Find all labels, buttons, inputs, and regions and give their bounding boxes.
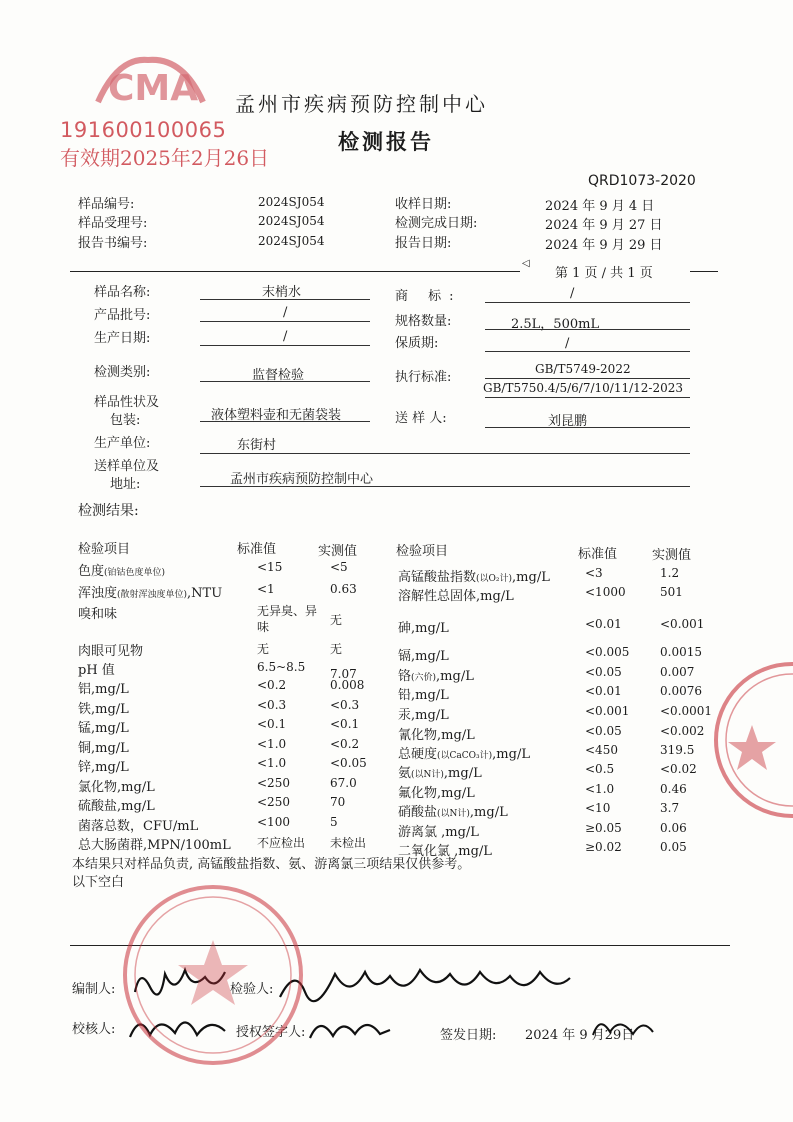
prod-date-value: /: [283, 329, 288, 344]
item-name: 氟化物,mg/L: [398, 786, 475, 801]
measured-value: 0.06: [660, 821, 687, 835]
standard-value: <450: [585, 743, 618, 757]
standard-value: <250: [257, 795, 290, 809]
result-item-name: [398, 821, 479, 840]
result-item-name: [78, 659, 115, 678]
item-note: (以CaCO₃计): [437, 751, 493, 761]
form-code: QRD1073-2020: [588, 173, 696, 189]
sender-value: 刘昆鹏: [548, 414, 588, 429]
signature-issue-date: [588, 1010, 658, 1046]
result-item-name: [398, 782, 475, 801]
result-item-name: [398, 684, 449, 703]
issue-date-label: 签发日期:: [440, 1028, 497, 1043]
item-note: (六价): [411, 673, 437, 683]
sender-unit-value: 孟州市疾病预防控制中心: [230, 472, 374, 487]
sender-unit-label-1: 送样单位及: [94, 459, 160, 474]
standard-value: <0.3: [257, 698, 287, 712]
result-item-name: [78, 795, 155, 814]
receive-date: 2024 年 9 月 4 日: [545, 199, 655, 214]
item-name: 硝酸盐: [398, 805, 438, 820]
measured-value: 无: [330, 642, 343, 656]
measured-value: 0.46: [660, 782, 687, 796]
result-item-name: [398, 617, 449, 636]
result-item-name: [398, 724, 475, 743]
result-item-name: [398, 645, 449, 664]
standard-value: <0.05: [585, 724, 622, 738]
standard-value: 6.5~8.5: [257, 660, 306, 674]
accept-no-label: 样品受理号:: [78, 216, 148, 231]
item-name: 铬: [398, 669, 412, 684]
inspector-label: 检验人:: [230, 982, 274, 997]
right-col-val-header: 实测值: [652, 548, 692, 563]
measured-value: <0.002: [660, 724, 705, 738]
item-name: 铁,mg/L: [78, 702, 129, 717]
report-no-label: 报告书编号:: [78, 236, 148, 251]
left-col-val-header: 实测值: [318, 544, 358, 559]
measured-value: <0.3: [330, 698, 360, 712]
item-name: 菌落总数，CFU/mL: [78, 819, 199, 834]
standard-value: <0.1: [257, 717, 287, 731]
results-blank: 以下空白: [72, 875, 125, 890]
report-date: 2024 年 9 月 29 日: [545, 238, 663, 253]
result-item-name: [398, 762, 482, 781]
right-col-std-header: 标准值: [578, 547, 618, 562]
measured-value: 0.008: [330, 678, 365, 692]
measured-value: 7.07: [330, 667, 357, 681]
measured-value: 501: [660, 585, 683, 599]
item-name: 硫酸盐,mg/L: [78, 799, 155, 814]
measured-value: 0.0015: [660, 645, 702, 659]
result-item-name: [78, 737, 129, 756]
collapse-marker: ◁: [522, 258, 530, 269]
cma-logo-icon: [78, 52, 218, 112]
measured-value: 319.5: [660, 743, 695, 757]
item-note: (铂钴色度单位): [104, 568, 166, 578]
sender-label: 送 样 人:: [395, 411, 447, 426]
item-name: 氨: [398, 766, 412, 781]
result-item-name: [78, 698, 129, 717]
sample-name-label: 样品名称:: [94, 285, 151, 300]
issue-date: 2024 年 9 月29日: [525, 1028, 635, 1043]
shelf-line: [485, 351, 690, 352]
measured-value: <0.0001: [660, 704, 713, 718]
results-title: 检测结果:: [78, 503, 139, 519]
producer-value: 东街村: [237, 438, 277, 453]
standard-line-2: [485, 397, 690, 398]
sample-no: 2024SJ054: [258, 195, 325, 209]
prod-date-line: [200, 345, 370, 346]
item-name: 镉,mg/L: [398, 649, 449, 664]
batch-line: [200, 321, 370, 322]
measured-value: 1.2: [660, 566, 680, 580]
standard-value: 不应检出: [257, 836, 306, 850]
item-name: 二氧化氯 ,mg/L: [398, 844, 492, 859]
item-name: 溶解性总固体,mg/L: [398, 589, 514, 604]
packaging-label-2: 包装:: [110, 413, 141, 428]
item-unit: ,mg/L: [436, 669, 474, 684]
signature-inspectors: [275, 962, 575, 1006]
measured-value: 5: [330, 815, 338, 829]
result-item-name: [78, 815, 198, 834]
standard-value: <15: [257, 560, 283, 574]
producer-label: 生产单位:: [94, 436, 151, 451]
item-name: 锰,mg/L: [78, 721, 129, 736]
standard-value: <1000: [585, 585, 626, 599]
standard-value: <100: [257, 815, 290, 829]
item-name: 游离氯 ,mg/L: [398, 825, 479, 840]
item-note: (以N计): [411, 770, 444, 780]
standard-value: <3: [585, 566, 603, 580]
cma-validity: 有效期2025年2月26日: [60, 146, 270, 170]
page-title: 检测报告: [338, 130, 434, 154]
standard-value: <1.0: [585, 782, 615, 796]
standard-value: <0.01: [585, 617, 622, 631]
reviewer-label: 校核人:: [72, 1022, 116, 1037]
cma-number: 191600100065: [60, 118, 227, 142]
item-name: 氰化物,mg/L: [398, 728, 475, 743]
sender-unit-label-2: 地址:: [110, 477, 141, 492]
sample-no-label: 样品编号:: [78, 197, 135, 212]
item-name: 铜,mg/L: [78, 741, 129, 756]
brand-label: 商 标:: [395, 289, 462, 304]
official-seal-bottom: [118, 880, 308, 1070]
receive-date-label: 收样日期:: [395, 197, 452, 212]
accept-no: 2024SJ054: [258, 214, 325, 228]
measured-value: <0.02: [660, 762, 697, 776]
divider-top-right: [690, 271, 718, 272]
result-item-name: [398, 801, 508, 820]
item-unit: ,mg/L: [492, 747, 530, 762]
standard-value: <1.0: [257, 737, 287, 751]
result-item-name: [78, 603, 117, 622]
measured-value: 0.0076: [660, 684, 702, 698]
measured-value: <0.001: [660, 617, 705, 631]
cma-logo: [78, 52, 218, 112]
report-date-label: 报告日期:: [395, 236, 452, 251]
measured-value: 67.0: [330, 776, 357, 790]
brand-value: /: [570, 286, 575, 301]
item-name: 总大肠菌群,MPN/100mL: [78, 838, 231, 853]
page-indicator: 第 1 页 / 共 1 页: [555, 266, 653, 281]
spec-label: 规格数量:: [395, 314, 452, 329]
item-unit: ,mg/L: [512, 570, 550, 585]
measured-value: 0.05: [660, 840, 687, 854]
item-name: 浑浊度: [78, 586, 118, 601]
spec-line: [485, 329, 690, 330]
standard-label: 执行标准:: [395, 370, 452, 385]
complete-date: 2024 年 9 月 27 日: [545, 218, 663, 233]
batch-value: /: [283, 305, 288, 320]
result-item-name: [78, 717, 129, 736]
standard-value: <0.2: [257, 678, 287, 692]
item-unit: ,mg/L: [469, 805, 508, 820]
measured-value: 0.63: [330, 582, 357, 596]
item-note: (以N计): [437, 809, 470, 819]
result-item-name: [78, 834, 231, 853]
results-remark: 本结果只对样品负责, 高锰酸盐指数、氨、游离氯三项结果仅供参考。: [72, 857, 471, 872]
standard-value: ≥0.05: [585, 821, 622, 835]
standard-value: <0.5: [585, 762, 615, 776]
result-item-name: [78, 640, 143, 659]
divider-top: [70, 271, 520, 272]
item-name: 色度: [78, 564, 105, 579]
item-name: 嗅和味: [78, 607, 118, 622]
item-name: 铅,mg/L: [398, 688, 449, 703]
standard-value: ≥0.02: [585, 840, 622, 854]
shelf-label: 保质期:: [395, 336, 439, 351]
prod-date-label: 生产日期:: [94, 331, 151, 346]
left-col-std-header: 标准值: [237, 542, 277, 557]
standard-value: <10: [585, 801, 611, 815]
result-item-name: [78, 582, 222, 601]
batch-label: 产品批号:: [94, 308, 151, 323]
category-line: [200, 381, 370, 382]
right-col-item-header: 检验项目: [396, 544, 449, 559]
result-item-name: [398, 665, 474, 684]
item-name: 汞,mg/L: [398, 708, 449, 723]
sender-unit-line: [200, 486, 690, 487]
result-item-name: [398, 585, 514, 604]
standard-line-1: [485, 378, 690, 379]
standard-value: <250: [257, 776, 290, 790]
item-name: 高锰酸盐指数: [398, 570, 477, 585]
standard-value: <1.0: [257, 756, 287, 770]
organization-name: 孟州市疾病预防控制中心: [235, 92, 488, 116]
official-seal-right: [712, 660, 793, 820]
item-name: 氯化物,mg/L: [78, 780, 155, 795]
measured-value: 3.7: [660, 801, 680, 815]
standard-value-1: GB/T5749-2022: [535, 362, 631, 376]
measured-value: <5: [330, 560, 348, 574]
item-unit: ,NTU: [187, 586, 223, 601]
result-item-name: [78, 560, 165, 579]
svg-text:CMA: CMA: [108, 68, 199, 109]
spec-value: 2.5L，500mL: [511, 317, 600, 332]
measured-value: <0.2: [330, 737, 360, 751]
measured-value: 0.007: [660, 665, 695, 679]
measured-value: 未检出: [330, 836, 367, 850]
item-name: 总硬度: [398, 747, 438, 762]
category-label: 检测类别:: [94, 365, 151, 380]
standard-value: <0.01: [585, 684, 622, 698]
signature-authorizer: [305, 1010, 395, 1046]
packaging-label-1: 样品性状及: [94, 395, 160, 410]
report-no: 2024SJ054: [258, 234, 325, 248]
measured-value: <0.05: [330, 756, 367, 770]
result-item-name: [398, 566, 550, 585]
authorizer-label: 授权签字人:: [236, 1025, 306, 1040]
packaging-line: [200, 421, 370, 422]
standard-value: <0.005: [585, 645, 630, 659]
measured-value: 无: [330, 613, 343, 627]
brand-line: [485, 302, 690, 303]
item-name: 锌,mg/L: [78, 760, 129, 775]
measured-value: <0.1: [330, 717, 360, 731]
result-item-name: [398, 743, 530, 762]
standard-value: 无异臭、异味: [257, 604, 318, 634]
result-item-name: [78, 756, 129, 775]
sender-line: [485, 427, 690, 428]
left-col-item-header: 检验项目: [78, 542, 131, 557]
item-note: (以O₂计): [476, 574, 513, 584]
standard-value: <0.001: [585, 704, 630, 718]
result-item-name: [78, 678, 129, 697]
producer-line: [200, 453, 690, 454]
category-value: 监督检验: [252, 368, 305, 383]
result-item-name: [398, 704, 449, 723]
item-name: pH 值: [78, 663, 115, 678]
standard-value: <1: [257, 582, 275, 596]
complete-date-label: 检测完成日期:: [395, 216, 478, 231]
compiler-label: 编制人:: [72, 982, 116, 997]
measured-value: 70: [330, 795, 346, 809]
item-name: 砷,mg/L: [398, 621, 449, 636]
standard-value-2: GB/T5750.4/5/6/7/10/11/12-2023: [483, 381, 684, 395]
sample-name-line: [200, 299, 370, 300]
item-unit: ,mg/L: [443, 766, 482, 781]
standard-value: 无: [257, 642, 270, 656]
item-name: 肉眼可见物: [78, 644, 144, 659]
result-item-name: [78, 776, 155, 795]
shelf-value: /: [565, 336, 570, 351]
sample-name: 末梢水: [262, 285, 302, 300]
item-note: (散射浑浊度单位): [117, 590, 188, 600]
item-name: 铝,mg/L: [78, 682, 129, 697]
standard-value: <0.05: [585, 665, 622, 679]
packaging-value: 液体塑料壶和无菌袋装: [211, 408, 342, 423]
